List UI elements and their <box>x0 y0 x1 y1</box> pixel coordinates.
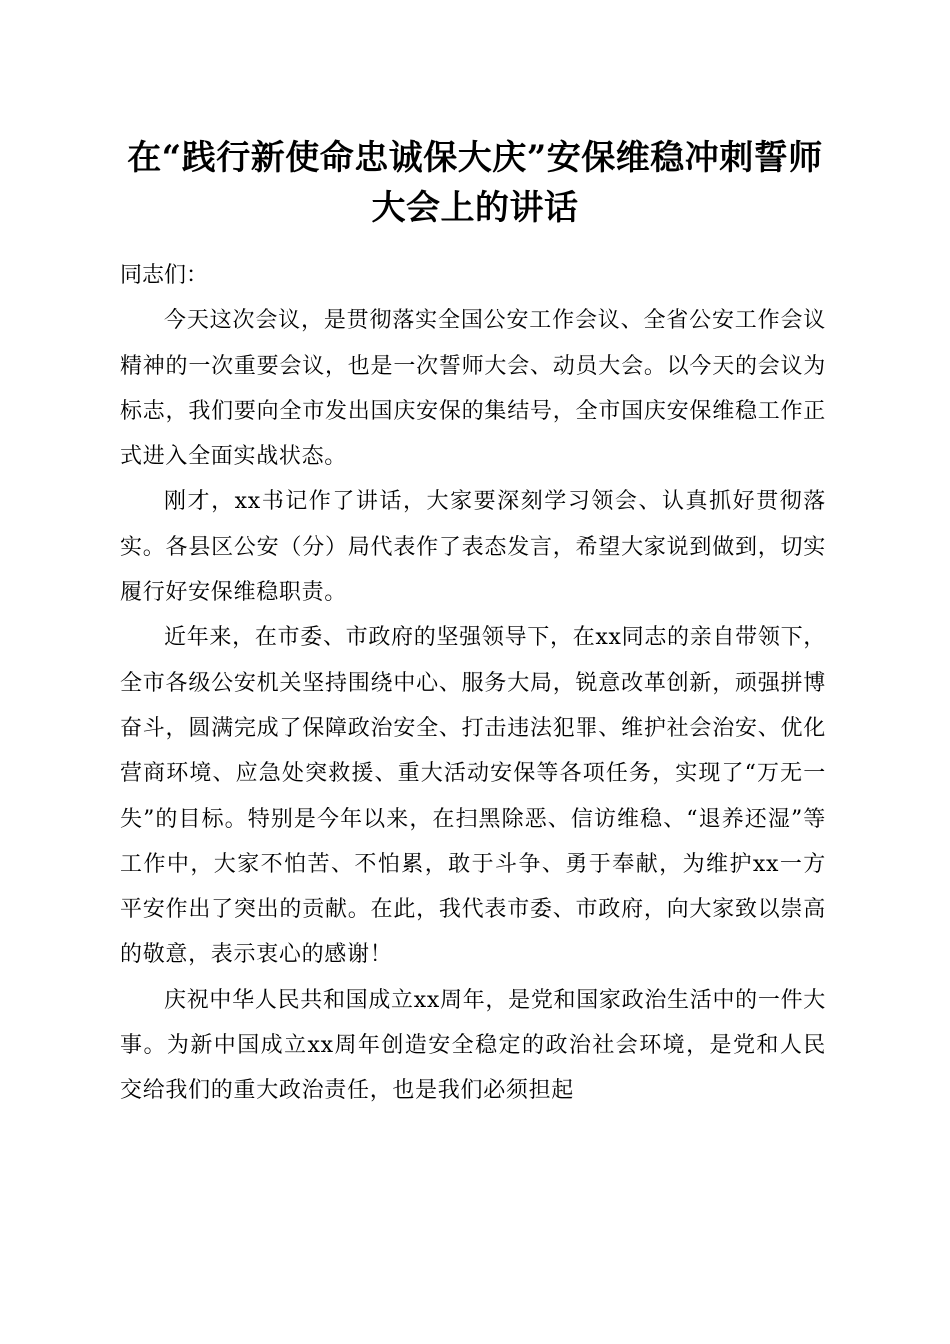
paragraph: 今天这次会议，是贯彻落实全国公安工作会议、全省公安工作会议精神的一次重要会议，也是一次誓师大会、动员大会。以今天的会议为标志，我们要向全市发出国庆安保的集结号，全市国庆安保维稳工作正式进入全面实战状态。 <box>120 308 826 470</box>
document-body <box>120 253 826 1114</box>
paragraph: 近年来，在市委、市政府的坚强领导下，在xx同志的亲自带领下，全市各级公安机关坚持围绕中心、服务大局，锐意改革创新，顽强拼博奋斗，圆满完成了保障政治安全、打击违法犯罪、维护社会治安、优化营商环境、应急处突救援、重大活动安保等各项任务，实现了“万无一失”的目标。特别是今年以来，在扫黑除恶、信访维稳、“退养还湿”等工作中，大家不怕苦、不怕累，敢于斗争、勇于奉献，为维护xx一方平安作出了突出的贡献。在此，我代表市委、市政府，向大家致以崇高的敬意，表示衷心的感谢！ <box>120 625 826 968</box>
paragraph: 庆祝中华人民共和国成立xx周年，是党和国家政治生活中的一件大事。为新中国成立xx周年创造安全稳定的政治社会环境，是党和人民交给我们的重大政治责任，也是我们必须担起 <box>120 987 826 1104</box>
paragraph: 刚才，xx书记作了讲话，大家要深刻学习领会、认真抓好贯彻落实。各县区公安（分）局代表作了表态发言，希望大家说到做到，切实履行好安保维稳职责。 <box>120 489 826 606</box>
document-title: 在“践行新使命忠诚保大庆”安保维稳冲刺誓师大会上的讲话 <box>127 138 823 228</box>
salutation: 同志们： <box>120 263 209 288</box>
